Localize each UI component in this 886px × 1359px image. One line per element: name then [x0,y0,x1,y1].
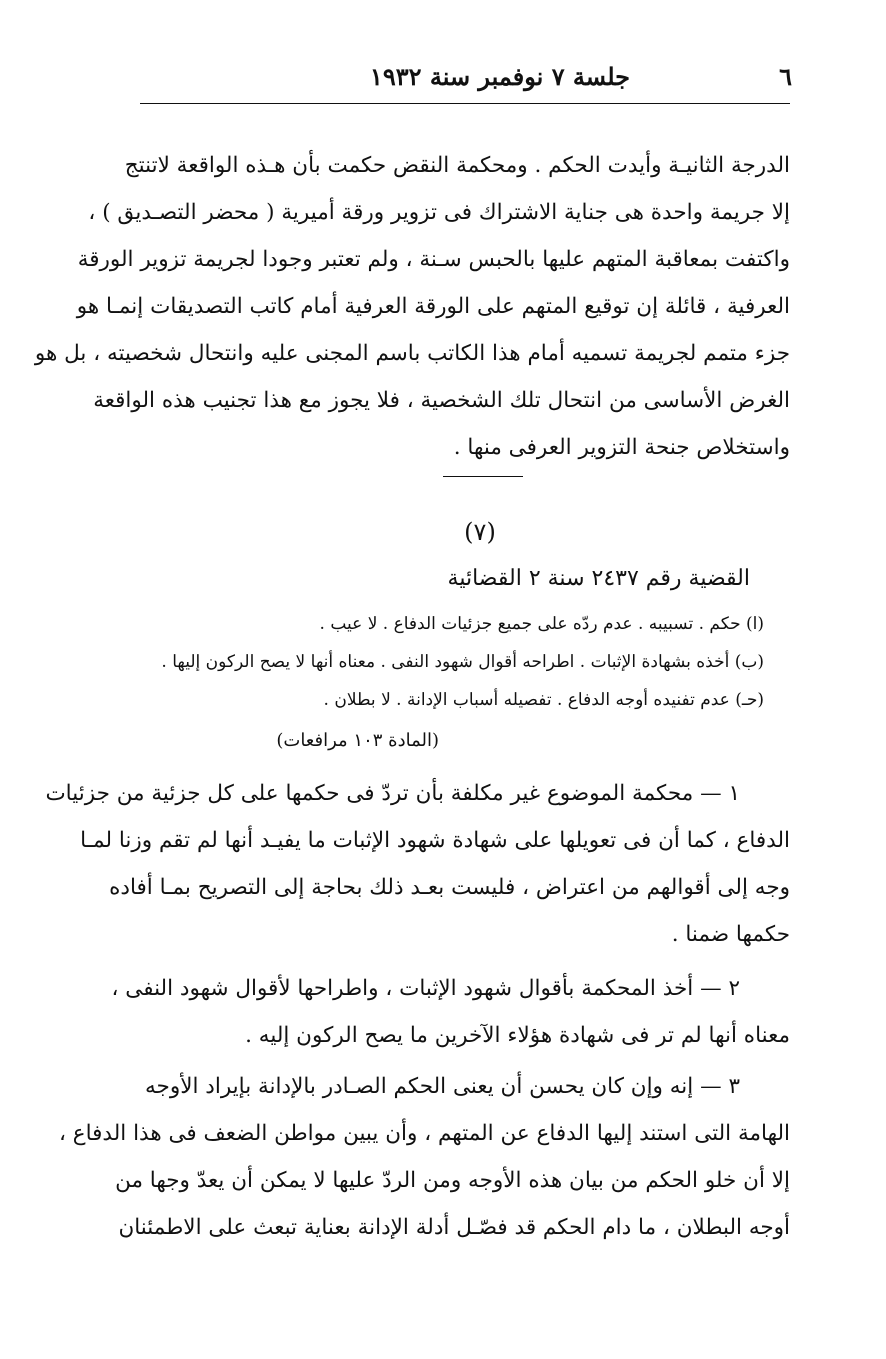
summary-item-a: (ا) حكم . تسبيبه . عدم ردّه على جميع جزئيات الدفاع . لا عيب . [319,614,764,634]
text-line: إلا جريمة واحدة هى جناية الاشتراك فى تزوير ورقة أميرية ( محضر التصـديق ) ، [88,200,790,225]
section-separator [443,476,523,477]
page-number: ٦ [779,62,792,91]
text-line: الهامة التى استند إليها الدفاع عن المتهم ، وأن يبين مواطن الضعف فى هذا الدفاع ، [59,1121,790,1146]
text-line: الدفاع ، كما أن فى تعويلها على شهادة شهود الإثبات ما يفيـد أنها لم تقم وزنا لمـا [80,828,790,853]
text-line: الغرض الأساسى من انتحال تلك الشخصية ، فلا يجوز مع هذا تجنيب هذه الواقعة [93,388,790,413]
case-number: (٧) [464,518,496,546]
page-header [140,60,790,100]
text-line: جزء متمم لجريمة تسميه أمام هذا الكاتب باسم المجنى عليه وانتحال شخصيته ، بل هو [34,341,790,366]
text-line: واكتفت بمعاقبة المتهم عليها بالحبس سـنة ، ولم تعتبر وجودا لجريمة تزوير الورقة [77,247,790,272]
text-line: ٣ — إنه وإن كان يحسن أن يعنى الحكم الصـادر بالإدانة بإيراد الأوجه [145,1074,740,1099]
text-line: حكمها ضمنا . [671,922,790,947]
principle-paragraph-3 [59,1063,790,1251]
text-line: واستخلاص جنحة التزوير العرفى منها . [453,435,790,460]
principle-paragraph-1 [45,770,790,958]
text-line: إلا أن خلو الحكم من بيان هذه الأوجه ومن الردّ عليها لا يمكن أن يعدّ وجها من [115,1168,790,1193]
text-line: ٢ — أخذ المحكمة بأقوال شهود الإثبات ، واطراحها لأقوال شهود النفى ، [111,976,740,1001]
text-line: معناه أنها لم تر فى شهادة هؤلاء الآخرين ما يصح الركون إليه . [245,1023,790,1048]
article-reference: (المادة ١٠٣ مرافعات) [276,730,439,751]
session-title: جلسة ٧ نوفمبر سنة ١٩٣٢ [369,62,630,91]
text-line: وجه إلى أقوالهم من اعتراض ، فليست بعـد ذلك بحاجة إلى التصريح بمـا أفاده [109,875,790,900]
text-line: أوجه البطلان ، ما دام الحكم قد فصّـل أدلة الإدانة بعناية تبعث على الاطمئنان [118,1215,790,1240]
summary-item-b: (ب) أخذه بشهادة الإثبات . اطراحه أقوال شهود النفى . معناه أنها لا يصح الركون إليها . [161,652,764,672]
principle-paragraph-2 [111,965,790,1059]
continuation-paragraph [34,142,790,471]
text-line: ١ — محكمة الموضوع غير مكلفة بأن تردّ فى حكمها على كل جزئية من جزئيات [45,781,740,806]
header-divider [140,103,790,104]
text-line: الدرجة الثانيـة وأيدت الحكم . ومحكمة النقض حكمت بأن هـذه الواقعة لاتنتج [124,153,790,178]
summary-item-c: (حـ) عدم تفنيده أوجه الدفاع . تفصيله أسباب الإدانة . لا بطلان . [323,690,764,710]
case-title: القضية رقم ٢٤٣٧ سنة ٢ القضائية [447,566,750,591]
text-line: العرفية ، قائلة إن توقيع المتهم على الورقة العرفية أمام كاتب التصديقات إنمـا هو [76,294,790,319]
